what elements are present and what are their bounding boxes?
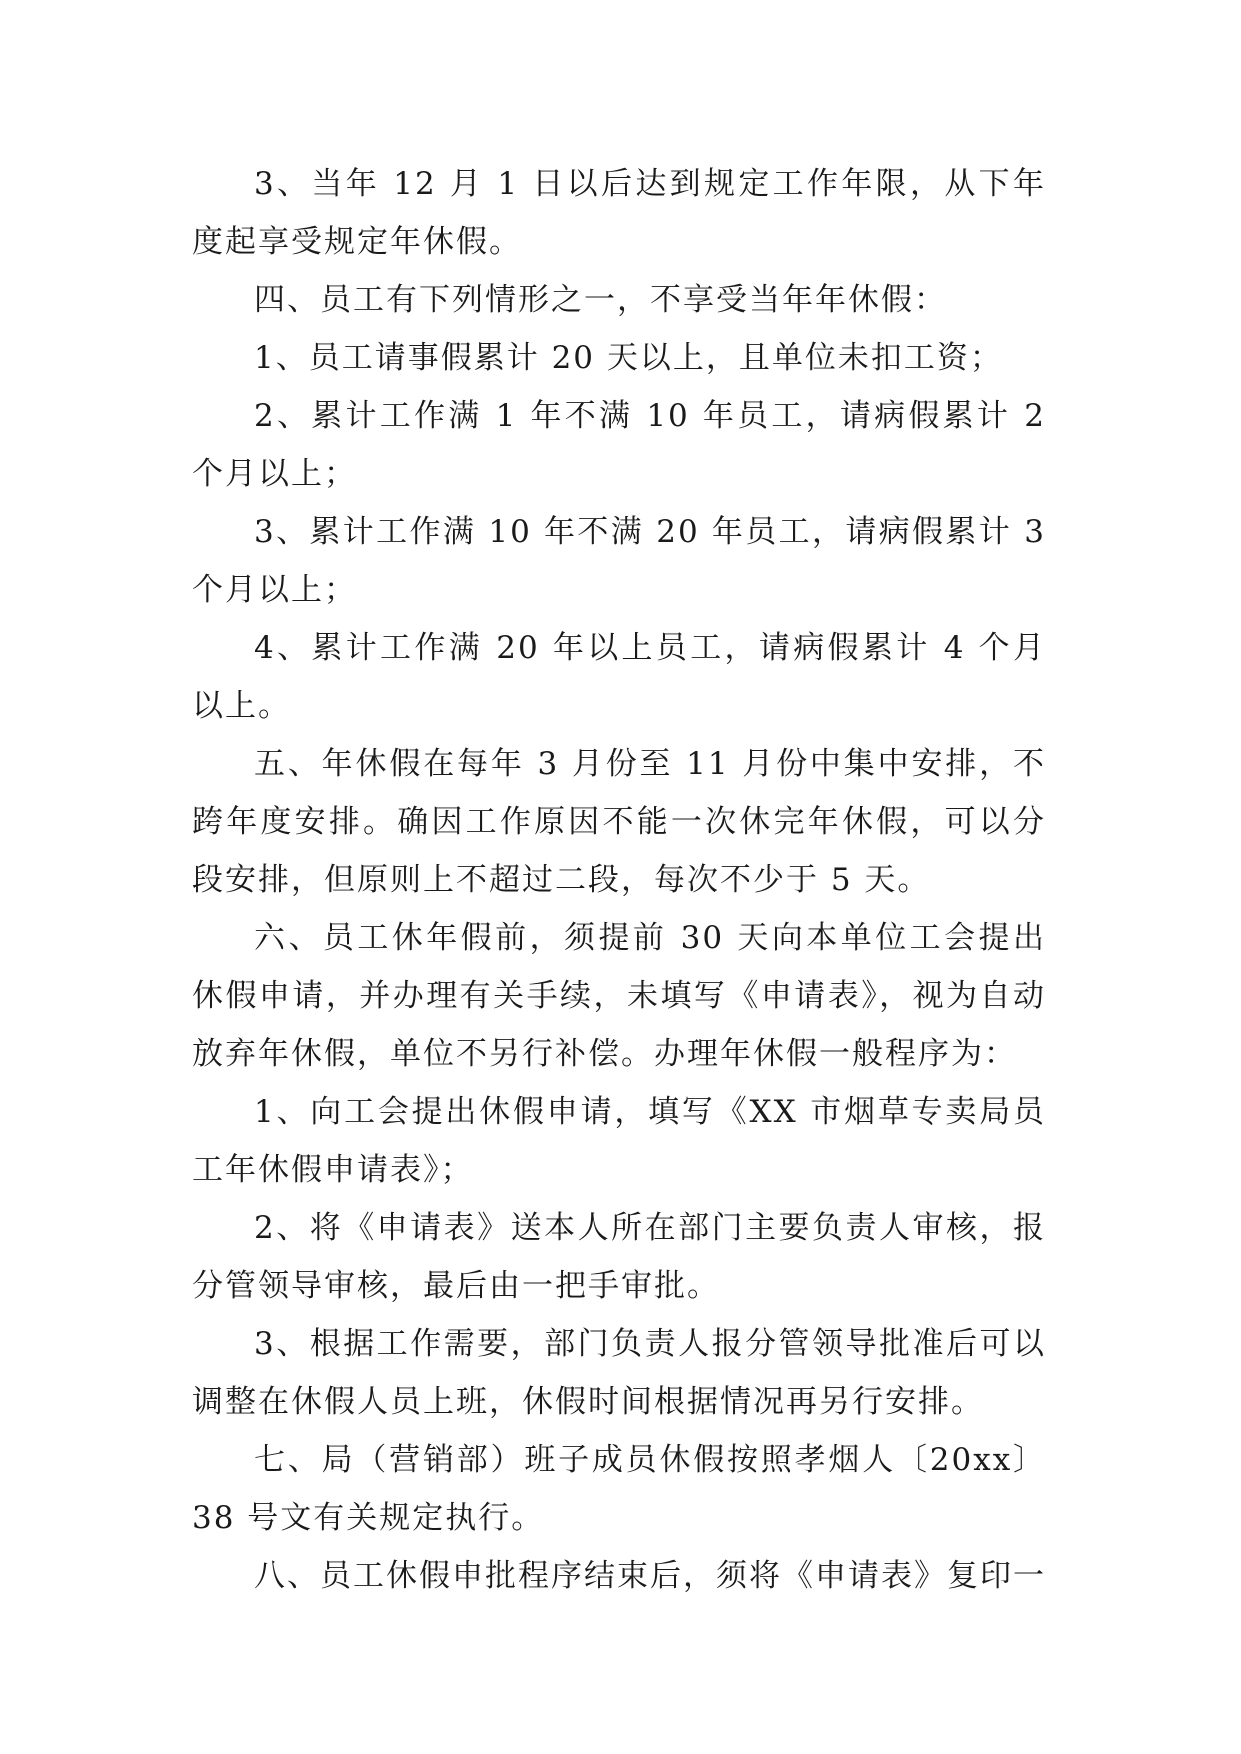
paragraph: 五、年休假在每年 3 月份至 11 月份中集中安排，不跨年度安排。确因工作原因不能一次休完年休假，可以分段安排，但原则上不超过二段，每次不少于 5 天。 (192, 746, 1046, 898)
paragraph: 1、员工请事假累计 20 天以上，且单位未扣工资； (254, 340, 1003, 376)
paragraph: 2、累计工作满 1 年不满 10 年员工，请病假累计 2 个月以上； (192, 398, 1046, 492)
paragraph: 七、局（营销部）班子成员休假按照孝烟人〔20xx〕38 号文有关规定执行。 (192, 1442, 1046, 1536)
paragraph: 六、员工休年假前，须提前 30 天向本单位工会提出休假申请，并办理有关手续，未填写《申请表》，视为自动放弃年休假，单位不另行补偿。办理年休假一般程序为： (192, 920, 1046, 1072)
paragraph: 3、当年 12 月 1 日以后达到规定工作年限，从下年度起享受规定年休假。 (192, 166, 1046, 260)
paragraph: 4、累计工作满 20 年以上员工，请病假累计 4 个月以上。 (192, 630, 1046, 724)
paragraph: 3、根据工作需要，部门负责人报分管领导批准后可以调整在休假人员上班，休假时间根据情况再另行安排。 (192, 1326, 1046, 1420)
paragraph: 3、累计工作满 10 年不满 20 年员工，请病假累计 3 个月以上； (192, 514, 1046, 608)
paragraph: 八、员工休假申批程序结束后，须将《申请表》复印一 (254, 1558, 1046, 1594)
document-body (192, 155, 1046, 1605)
paragraph: 1、向工会提出休假申请，填写《XX 市烟草专卖局员工年休假申请表》； (192, 1094, 1046, 1188)
paragraph: 四、员工有下列情形之一，不享受当年年休假： (254, 282, 947, 318)
paragraph: 2、将《申请表》送本人所在部门主要负责人审核，报分管领导审核，最后由一把手审批。 (192, 1210, 1046, 1304)
